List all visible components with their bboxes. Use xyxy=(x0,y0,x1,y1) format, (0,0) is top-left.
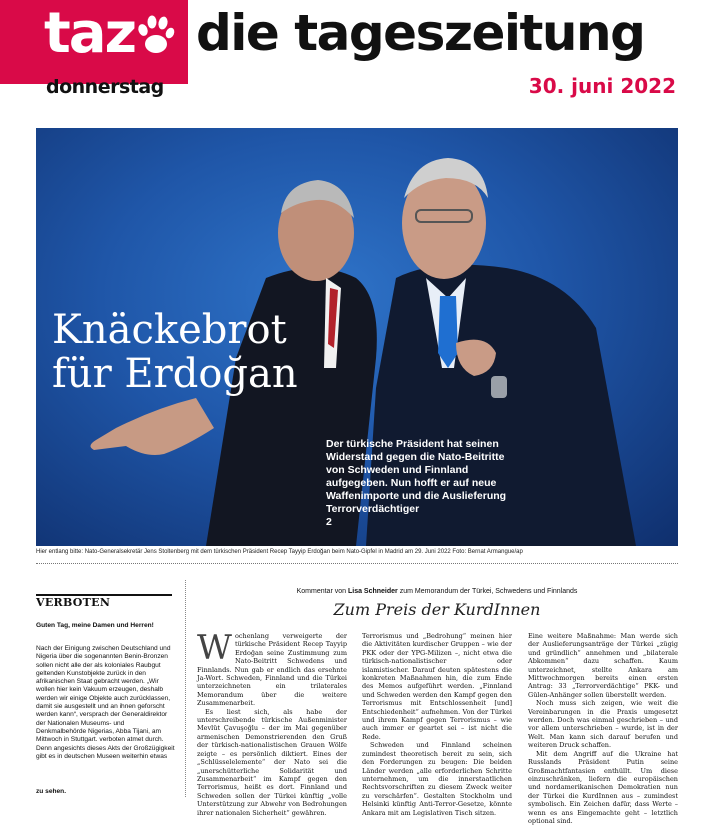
kicker-suffix: zum Memorandum der Türkei, Schwedens und Finnlands xyxy=(399,588,578,595)
sidebar-end: zu sehen. xyxy=(36,788,67,795)
masthead xyxy=(0,0,712,128)
paragraph: Terrorismus und „Bedrohung“ meinen hier die Aktivitäten kurdischer Gruppen – wie der PKK oder der YPG-Milizen –, nicht etwa die türkisch-nationalistischer oder islamistischer. Darauf deuten spätestens die konkreten Maßnahmen hin, die zum Ende des Memos aufgeführt werden. „Finnland und Schweden werden den Kampf gegen den Terrorismus mit Entschlossenheit [und] Entschiedenheit“ aufnehmen. Von der Türkei und ihrem Kampf gegen Terrorismus – wie auch immer er geartet sei – ist nicht die Rede. xyxy=(362,632,512,741)
kicker-prefix: Kommentar von xyxy=(296,588,347,595)
paragraph: Eine weitere Maßnahme: Man werde sich der Auslieferungsanträge der Türkei „zügig und gründlich“ annehmen und „bilaterale Abkommen“ dazu schaffen. Kaum unterzeichnet, stellte Ankara am Mittwochmorgen bereits einen ersten Antrag: 33 „Terrorverdächtige“ PKK- und Gülen-Anhänger sollen überstellt werden. xyxy=(528,632,678,699)
page-reference[interactable]: 2 xyxy=(326,516,332,528)
column-rule xyxy=(185,580,186,797)
comment-kicker xyxy=(196,588,678,595)
headline-line-2: für Erdoğan xyxy=(52,351,298,397)
lead-photo[interactable] xyxy=(36,128,678,546)
comment-author[interactable]: Lisa Schneider xyxy=(347,588,398,595)
paragraph-text: ochenlang verweigerte der türkische Präsident Recep Tayyip Erdoğan seine Zustimmung zum Nato-Beitritt Schwedens und Finnlands. Nun gab er endlich das ersehnte Ja-Wort. Schweden, Finnland und die Türkei unterzeichneten ein trilaterales Memorandum über die weitere Zusammenarbeit. xyxy=(197,632,347,708)
weekday: donnerstag xyxy=(46,76,164,98)
sidebar-body: Nach der Einigung zwischen Deutschland und Nigeria über die sogenannten Benin-Bronzen sollen nicht alle der als koloniales Raubgut geltenden Kunstobjekte zurück in den afrikanischen Staat gebracht werden. „Wir wollen hier kein Vakuum erzeugen, deshalb werden wir einige Objekte auch zurücklassen, damit sie ausgestellt und an ihnen geforscht werden kann“, versprach der Generaldirektor der Nationalen Museums- und Denkmalbehörde Nigerias, Abba Tijani, am Mittwoch in Stuttgart. verboten atmet durch. Denn angesichts dieses Akts der Großzügigkeit gibt es in deutschen Museen weiterhin etwas xyxy=(36,645,175,760)
paragraph: Mit dem Angriff auf die Ukraine hat Russlands Präsident Putin seine Großmachtfantasien enthüllt. Um diese einzuschränken, liefern die europäischen und nordamerikanischen Demokratien nun der Türkei die KurdInnen aus – zumindest symbolisch. Ein Zeichen dafür, dass Werte – wenn es ans Eingemachte geht – letztlich optional sind. xyxy=(528,749,678,825)
dropcap: W xyxy=(197,628,232,668)
paragraph xyxy=(197,628,347,708)
photo-caption: Hier entlang bitte: Nato-Generalsekretär Jens Stoltenberg mit dem türkischen Präsident Recep Tayyip Erdoğan beim Nato-Gipfel in Madrid am 29. Juni 2022 Foto: Bernat Armangue/ap xyxy=(36,549,523,555)
paragraph: Schweden und Finnland scheinen zumindest theoretisch bereit zu sein, sich den Forderungen zu beugen: Die beiden Länder werden „alle erforderlichen Schritte unternehmen, um die innerstaatlichen Rechtsvorschriften zu diesem Zweck weiter zu verschärfen“. Gestalten Stockholm und Helsinki künftig Anti-Terror-Gesetze, könnte Ankara mit am Legislativen Tisch sitzen. xyxy=(362,741,512,817)
taz-logo[interactable] xyxy=(0,0,188,84)
logo-text: taz xyxy=(44,1,136,66)
headline-line-1: Knäckebrot xyxy=(52,307,287,353)
headline[interactable] xyxy=(52,308,298,396)
paw-icon xyxy=(136,14,176,58)
paper-name: die tageszeitung xyxy=(196,4,645,62)
comment-column-3 xyxy=(528,632,678,825)
sidebar-title: VERBOTEN xyxy=(36,596,111,609)
comment-title[interactable]: Zum Preis der KurdInnen xyxy=(333,600,541,619)
sidebar-greeting: Guten Tag, meine Damen und Herren! xyxy=(36,622,154,629)
comment-column-1 xyxy=(197,628,347,817)
issue-date: 30. juni 2022 xyxy=(528,74,676,98)
paragraph: Noch muss sich zeigen, wie weit die Vereinbarungen in die Praxis umgesetzt werden. Doch was einmal geschrieben – und vor allem unterschrieben – wurde, ist in der Welt. Man kann sich darauf berufen und weiteren Druck schaffen. xyxy=(528,699,678,750)
comment-column-2 xyxy=(362,632,512,817)
standfirst xyxy=(326,438,516,529)
paragraph: Es liest sich, als habe der unterschreibende türkische Außenminister Mevlüt Çavuşoğlu – der im Mai gegenüber armenischen Demonstrierenden den Gruß der türkisch-nationalistischen Grauen Wölfe zeigte – es persönlich diktiert. Eines der „Schlüsselelemente“ der Nato sei die „unerschütterliche Solidarität und Zusammenarbeit“ im Kampf gegen den Terrorismus, heißt es dort. Finnland und Schweden sollen der Türkei künftig „volle Unterstützung zur Abwehr von Bedrohungen ihrer nationalen Sicherheit“ gewähren. xyxy=(197,707,347,817)
section-divider xyxy=(36,563,678,564)
standfirst-text: Der türkische Präsident hat seinen Widerstand gegen die Nato-Beitritte von Schweden und Finnland aufgegeben. Nun hofft er auf neue Waffenimporte und die Auslieferung Terrorverdächtiger xyxy=(326,438,507,515)
